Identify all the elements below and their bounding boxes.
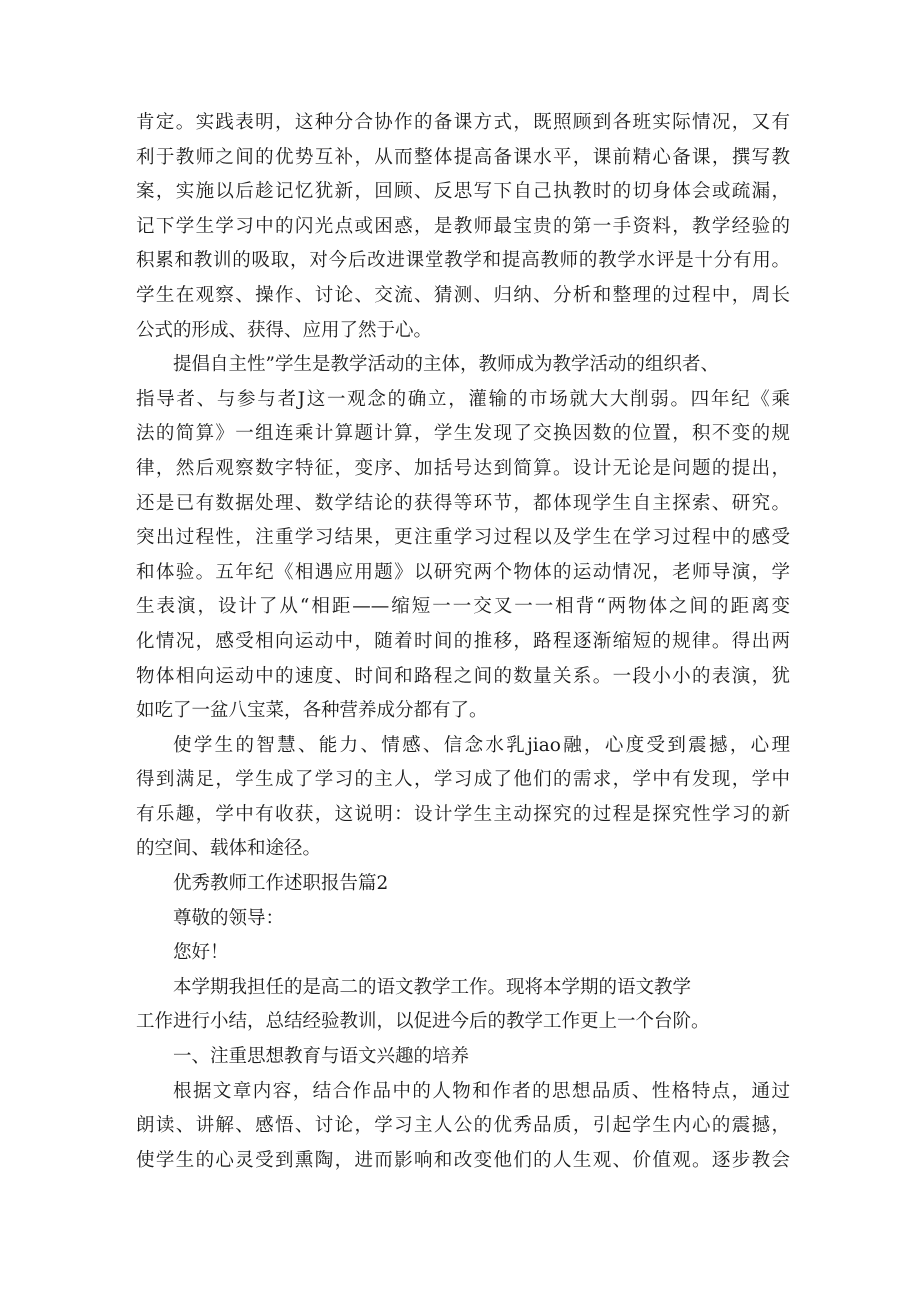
text-line: 工作进行小结，总结经验教训，以促进今后的教学工作更上一个台阶。: [136, 1011, 710, 1033]
text-line: 记下学生学习中的闪光点或困惑，是教师最宝贵的第一手资料，教学经验的: [136, 215, 790, 237]
text-line: 肯定。实践表明，这种分合协作的备课方式，既照顾到各班实际情况，又有: [136, 112, 790, 133]
document-page: [136, 106, 790, 1178]
text-line: 化情况，感受相向运动中，随着时间的推移，路程逐渐缩短的规律。得出两: [136, 630, 790, 652]
text-line: 提倡自主性”学生是教学活动的主体，教师成为教学活动的组织者、: [173, 354, 719, 376]
text-line: 得到满足，学生成了学习的主人，学习成了他们的需求，学中有发现，学中: [136, 769, 790, 791]
text-line: 优秀教师工作述职报告篇2: [173, 873, 389, 895]
text-line: 本学期我担任的是高二的语文教学工作。现将本学期的语文教学: [173, 976, 692, 998]
document-body: [136, 106, 790, 1178]
text-line: 一、注重思想教育与语文兴趣的培养: [173, 1046, 470, 1068]
text-line: 有乐趣，学中有收获，这说明：设计学生主动探究的过程是探究性学习的新: [136, 803, 790, 825]
text-line: 和体验。五年纪《相遇应用题》以研究两个物体的运动情况，老师导演，学: [136, 561, 790, 583]
text-line: 指导者、与参与者J这一观念的确立，灌输的市场就大大削弱。四年纪《乘: [136, 388, 790, 410]
text-line: 使学生的智慧、能力、情感、信念水乳jiao融，心度受到震撼，心理: [173, 734, 790, 756]
text-line: 律，然后观察数字特征，变序、加括号达到简算。设计无论是问题的提出，: [136, 457, 790, 479]
text-line: 根据文章内容，结合作品中的人物和作者的思想品质、性格特点，通过: [173, 1080, 790, 1102]
text-line: 积累和教训的吸取，对今后改进课堂教学和提高教师的教学水评是十分有用。: [136, 250, 790, 272]
text-line: 物体相向运动中的速度、时间和路程之间的数量关系。一段小小的表演，犹: [136, 665, 790, 687]
text-line: 公式的形成、获得、应用了然于心。: [136, 319, 433, 341]
text-line: 尊敬的领导：: [173, 907, 285, 929]
text-line: 使学生的心灵受到熏陶，进而影响和改变他们的人生观、价值观。逐步教会: [136, 1149, 790, 1171]
text-line: 学生在观察、操作、讨论、交流、猜测、归纳、分析和整理的过程中，周长: [136, 284, 790, 306]
text-line: 您好！: [173, 942, 229, 964]
text-line: 生表演，设计了从“相距——缩短一一交叉一一相背“两物体之间的距离变: [136, 596, 790, 618]
text-line: 案，实施以后趁记忆犹新，回顾、反思写下自己执教时的切身体会或疏漏，: [136, 181, 790, 203]
text-line: 如吃了一盆八宝菜，各种营养成分都有了。: [136, 700, 488, 722]
text-line: 还是已有数据处理、数学结论的获得等环节，都体现学生自主探索、研究。: [136, 492, 790, 514]
text-line: 朗读、讲解、感悟、讨论，学习主人公的优秀品质，引起学生内心的震撼，: [136, 1115, 790, 1137]
text-line: 法的简算》一组连乘计算题计算，学生发现了交换因数的位置，积不变的规: [136, 423, 790, 445]
text-line: 利于教师之间的优势互补，从而整体提高备课水平，课前精心备课，撰写教: [136, 146, 790, 168]
text-line: 的空间、载体和途径。: [136, 838, 322, 860]
text-line: 突出过程性，注重学习结果，更注重学习过程以及学生在学习过程中的感受: [136, 527, 790, 549]
